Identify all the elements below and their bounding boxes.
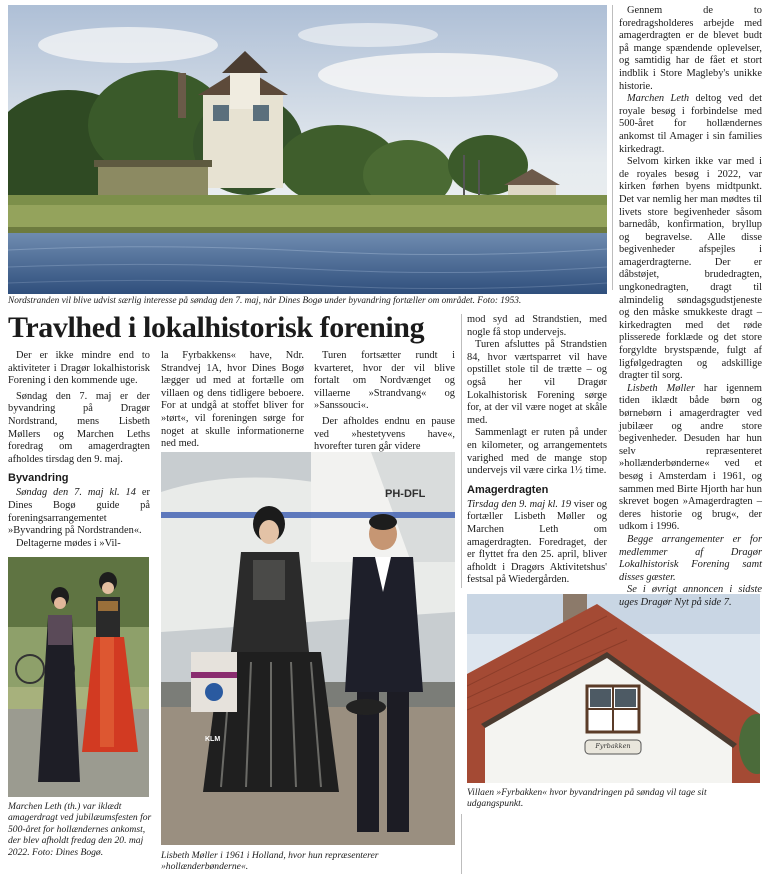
section-heading-amagerdragten: Amagerdragten [467,483,549,496]
article-headline: Travlhed i lokalhistorisk forening [8,311,425,344]
column-4 [467,314,607,587]
emphasis: Søndag den 7. maj kl. 14 [16,487,136,499]
photo-villa-fyrbakken [467,594,760,783]
paragraph: la Fyrbakkens« have, Ndr. Strandvej 1A, hvor Dines Bogø lægger ud med at fortælle om villaen og dens tidligere beboere. For at undgå at stoffet bliver for »tørt«, vil foreningen sørge for noget at skulle informationerne ned med. [161,350,304,450]
column-divider [461,814,462,874]
caption-marchen: Marchen Leth (th.) var iklædt amagerdragt ved jubilæumsfesten for 500-året for hollændernes ankomst, der blev afholdt fredag den 20. maj 2022. Foto: Dines Bogø. [8,801,152,858]
paragraph: Sammenlagt er ruten på under en kilometer, og arrangementets varighed med de mange stop undervejs vil være cirka 1½ time. [467,427,607,477]
hero-caption: Nordstranden vil blive udvist særlig interesse på søndag den 7. maj, når Dines Bogø under byvandring fortæller om området. Foto: 1953. [8,296,522,306]
paragraph: Der er ikke mindre end to aktiviteter i Dragør lokalhistorisk Forening i den kommende uge. [8,350,150,387]
column-divider [461,314,462,588]
paragraph [619,93,762,156]
emphasis: Marchen Leth [627,93,690,105]
paragraph: Gennem de to foredragsholderes arbejde med amagerdragten er de blevet budt på mange spændende oplevelser, og samtidig har de fået et stort indblik i Store Magleby's unikke historie. [619,5,762,92]
paragraph: Deltagerne mødes i »Vil- [16,537,121,549]
emphasis: Lisbeth Møller [627,382,695,394]
paragraph: Søndag den 7. maj er der byvandring på Dragør Nordstrand, mens Lisbeth Møllers og Marchen Leths foredrag om amagerdragten afholdes tirsdag den 9. maj. [8,390,150,465]
paragraph [467,499,607,587]
paragraph: Turen fortsætter rundt i kvarteret, hvor der vil blive fortalt om Nordvænget og villaerne »Strandvang« og »Sanssouci«. [314,350,455,412]
bag-logo-label: KLM [205,736,221,743]
caption-villa: Villaen »Fyrbakken« hvor byvandringen på søndag vil tage sit udgangspunkt. [467,787,707,810]
column-1 [8,350,150,550]
paragraph [619,383,762,534]
column-2 [161,350,304,451]
emphasis: Tirsdag den 9. maj kl. 19 [467,498,572,510]
paragraph: Turen afsluttes på Strandstien 84, hvor værtsparret vil have opstillet stole til de trætte – og også her vil Dragør Lokalhistorisk Forening sørge for, at der vil være noget at skåle med. [467,339,607,426]
section-heading-byvandring: Byvandring [8,472,69,485]
hero-photo-nordstranden [8,5,607,294]
paragraph: Begge arrangementer er for medlemmer af Dragør Lokalhistorisk Forening samt disses gæster. [619,533,762,583]
column-3 [314,350,455,454]
house-name-sign: Fyrbakken [595,742,631,750]
paragraph [8,487,150,537]
column-divider [612,5,613,290]
aircraft-registration-label: PH-DFL [385,488,426,500]
paragraph-text: deltog ved det royale besøg i forbindelse med 500-året for hollændernes ankomst til Amager i sin families kirkedragt. [619,93,762,155]
paragraph-text: viser og fortæller Lisbeth Møller og Marchen Leth om amagerdragten. Foredraget, der er flyttet fra den 25. april, bliver afholdt i Dragørs Aktivitetshus' festsal på Wiedergården. [467,498,607,586]
paragraph: Der afholdes endnu en pause ved »hestetyvens have«, hvorefter turen går videre [314,415,455,453]
paragraph-text: har igennem tiden iklædt både børn og børnebørn i amagerdragter ved jubilæer og andre store begivenheder. Desuden har hun selv repræsenteret »hollænderbønderne« ved et besøg i Amsterdam i 1961, og sammen med Birte Hjorth har hun skrevet bogen »Amagerdragten – deres historie og brug«, der udkom i 1996. [619,382,762,533]
paragraph-text: er Dines Bogø guide på foreningsarrangementet »Byvandring på Nordstranden«. [8,487,151,537]
caption-lisbeth: Lisbeth Møller i 1961 i Holland, hvor hun repræsenterer »hollænderbønderne«. [161,850,379,873]
photo-lisbeth-moller-1961 [161,452,455,845]
paragraph: Se i øvrigt annoncen i sidste uges Dragør Nyt på side 7. [619,584,762,608]
photo-marchen-leth [8,557,149,797]
paragraph: Selvom kirken ikke var med i de royales besøg i 2022, var kirken førhen byens midtpunkt. Det var nemlig her man mødtes til livets store begivenheder såsom barnedåb, konfirmation, bryllup og begravelse. Alle disse begivenheder afspejles i amagerdragterne. Der er dåbstøjet, brudedragten, ungkonedragten, dragt til almindelig søndagsgudstjeneste og den måske smukkeste dragt – kirkedragten med det røde plisserede forklæde og det store forgyldte brystspænde, fulgt af ligfølgedragten og adskillige dragter til sorg. [619,156,762,382]
column-5 [619,5,762,610]
paragraph: mod syd ad Strandstien, med nogle få stop undervejs. [467,314,607,338]
